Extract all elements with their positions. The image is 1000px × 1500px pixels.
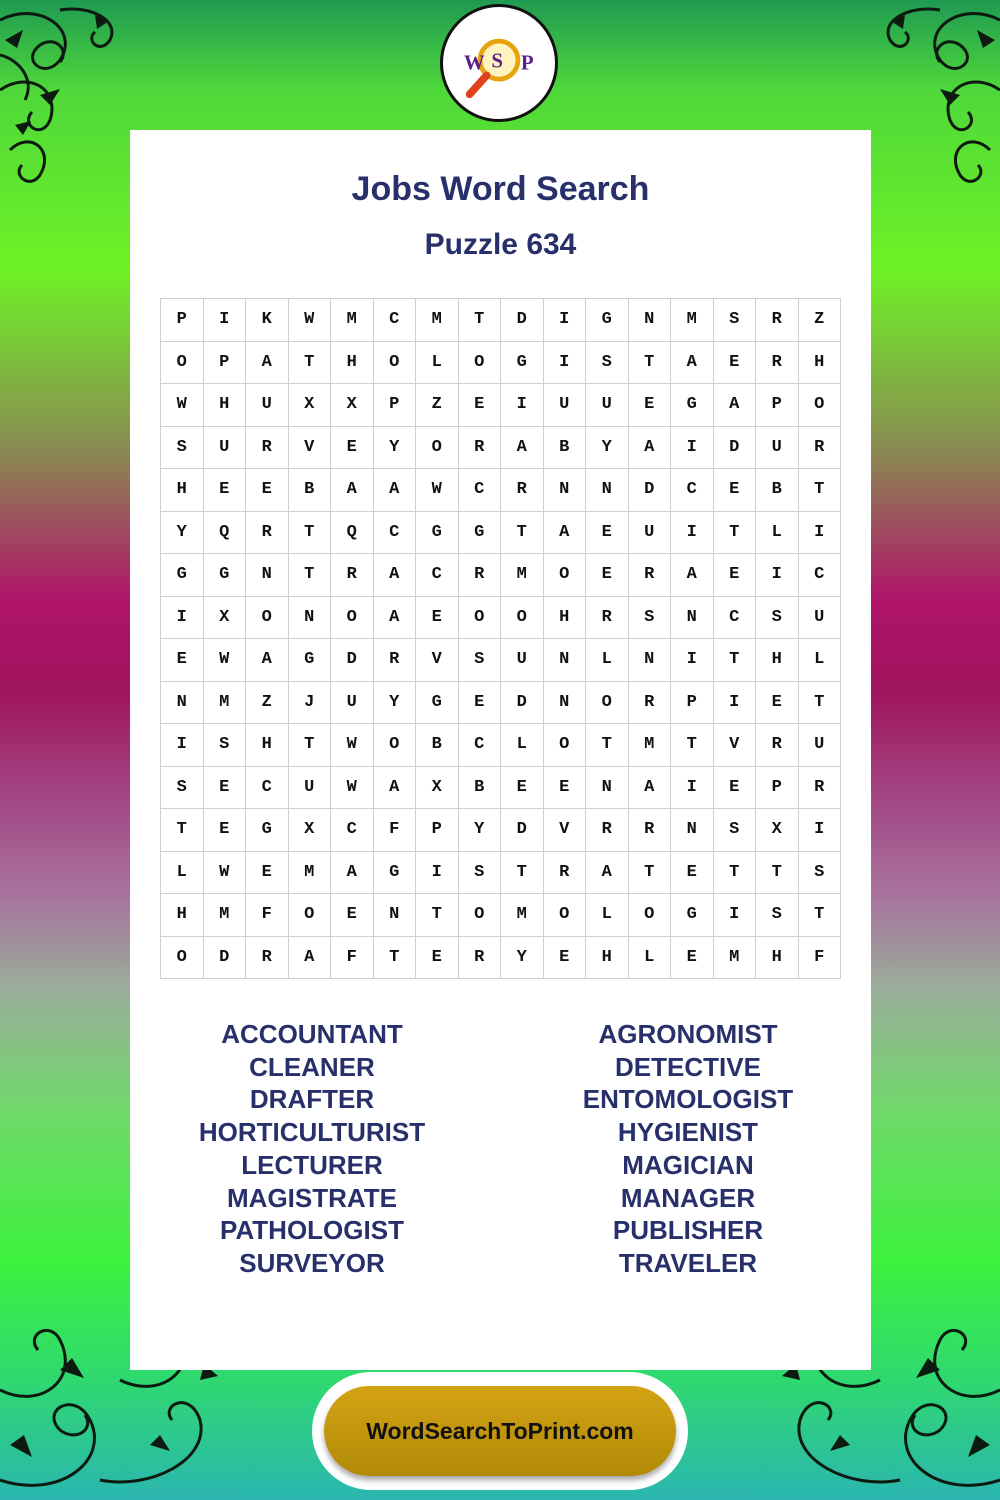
grid-cell[interactable]: R xyxy=(246,427,289,470)
grid-cell[interactable]: U xyxy=(544,384,587,427)
grid-cell[interactable]: R xyxy=(374,639,417,682)
grid-cell[interactable]: T xyxy=(161,809,204,852)
grid-cell[interactable]: O xyxy=(416,427,459,470)
word-list-item: MAGISTRATE xyxy=(227,1182,397,1213)
grid-cell[interactable]: E xyxy=(756,682,799,725)
grid-cell[interactable]: R xyxy=(544,852,587,895)
grid-cell[interactable]: O xyxy=(331,597,374,640)
grid-cell[interactable]: I xyxy=(714,894,757,937)
word-list-item: SURVEYOR xyxy=(239,1247,385,1278)
grid-cell[interactable]: I xyxy=(161,597,204,640)
grid-cell[interactable]: F xyxy=(374,809,417,852)
grid-cell[interactable]: U xyxy=(629,512,672,555)
grid-cell[interactable]: P xyxy=(204,342,247,385)
grid-cell[interactable]: K xyxy=(246,299,289,342)
grid-cell[interactable]: O xyxy=(544,724,587,767)
grid-cell[interactable]: V xyxy=(544,809,587,852)
grid-cell[interactable]: D xyxy=(714,427,757,470)
grid-cell[interactable]: T xyxy=(289,724,332,767)
grid-cell[interactable]: N xyxy=(629,299,672,342)
grid-cell[interactable]: E xyxy=(714,469,757,512)
word-list-item: MANAGER xyxy=(620,1182,756,1213)
grid-cell[interactable]: E xyxy=(246,852,289,895)
grid-cell[interactable]: X xyxy=(331,384,374,427)
site-link-button[interactable]: WordSearchToPrint.com xyxy=(324,1386,676,1476)
grid-cell[interactable]: H xyxy=(204,384,247,427)
grid-cell[interactable]: T xyxy=(629,852,672,895)
grid-cell[interactable]: O xyxy=(799,384,842,427)
grid-cell[interactable]: C xyxy=(799,554,842,597)
grid-cell[interactable]: T xyxy=(714,512,757,555)
word-list-item: TRAVELER xyxy=(618,1247,758,1278)
grid-cell[interactable]: S xyxy=(586,342,629,385)
grid-cell[interactable]: M xyxy=(501,894,544,937)
grid-cell[interactable]: P xyxy=(374,384,417,427)
grid-cell[interactable]: Q xyxy=(331,512,374,555)
grid-cell[interactable]: U xyxy=(331,682,374,725)
grid-cell[interactable]: W xyxy=(331,767,374,810)
grid-cell[interactable]: R xyxy=(459,554,502,597)
grid-cell[interactable]: O xyxy=(289,894,332,937)
grid-cell[interactable]: I xyxy=(544,342,587,385)
grid-cell[interactable]: O xyxy=(459,342,502,385)
word-list-item: PATHOLOGIST xyxy=(220,1215,404,1246)
grid-cell[interactable]: M xyxy=(629,724,672,767)
grid-cell[interactable]: O xyxy=(374,342,417,385)
grid-cell[interactable]: I xyxy=(204,299,247,342)
grid-cell[interactable]: U xyxy=(756,427,799,470)
grid-cell[interactable]: I xyxy=(161,724,204,767)
grid-cell[interactable]: E xyxy=(459,384,502,427)
magnifier-logo-icon xyxy=(443,7,555,119)
grid-cell[interactable]: X xyxy=(416,767,459,810)
grid-cell[interactable]: A xyxy=(331,469,374,512)
grid-cell[interactable]: E xyxy=(586,512,629,555)
grid-cell[interactable]: G xyxy=(671,894,714,937)
grid-cell[interactable]: P xyxy=(161,299,204,342)
grid-cell[interactable]: R xyxy=(246,937,289,980)
grid-cell[interactable]: C xyxy=(246,767,289,810)
grid-cell[interactable]: M xyxy=(714,937,757,980)
grid-cell[interactable]: M xyxy=(204,894,247,937)
word-list-item: AGRONOMIST xyxy=(598,1019,778,1049)
grid-cell[interactable]: H xyxy=(586,937,629,980)
grid-cell[interactable]: D xyxy=(204,937,247,980)
grid-cell[interactable]: G xyxy=(416,512,459,555)
grid-cell[interactable]: O xyxy=(459,894,502,937)
grid-cell[interactable]: O xyxy=(246,597,289,640)
grid-cell[interactable]: I xyxy=(671,427,714,470)
grid-cell[interactable]: Y xyxy=(459,809,502,852)
grid-cell[interactable]: W xyxy=(289,299,332,342)
grid-cell[interactable]: F xyxy=(246,894,289,937)
grid-cell[interactable]: U xyxy=(204,427,247,470)
grid-cell[interactable]: U xyxy=(586,384,629,427)
grid-cell[interactable]: N xyxy=(671,809,714,852)
grid-cell[interactable]: J xyxy=(289,682,332,725)
grid-cell[interactable]: L xyxy=(629,937,672,980)
grid-cell[interactable]: M xyxy=(289,852,332,895)
word-list-left xyxy=(162,1018,462,1280)
grid-cell[interactable]: R xyxy=(459,427,502,470)
grid-cell[interactable]: T xyxy=(799,894,842,937)
grid-cell[interactable]: S xyxy=(161,427,204,470)
grid-cell[interactable]: X xyxy=(204,597,247,640)
grid-cell[interactable]: T xyxy=(799,682,842,725)
grid-cell[interactable]: G xyxy=(289,639,332,682)
grid-cell[interactable]: T xyxy=(714,852,757,895)
grid-cell[interactable]: E xyxy=(204,469,247,512)
grid-cell[interactable]: A xyxy=(671,554,714,597)
grid-cell[interactable]: S xyxy=(799,852,842,895)
grid-cell[interactable]: A xyxy=(544,512,587,555)
grid-cell[interactable]: Y xyxy=(161,512,204,555)
grid-cell[interactable]: G xyxy=(459,512,502,555)
grid-cell[interactable]: X xyxy=(289,809,332,852)
grid-cell[interactable]: T xyxy=(671,724,714,767)
grid-cell[interactable]: C xyxy=(459,724,502,767)
grid-cell[interactable]: E xyxy=(544,767,587,810)
grid-cell[interactable]: R xyxy=(586,597,629,640)
grid-cell[interactable]: O xyxy=(586,682,629,725)
word-list-item: CLEANER xyxy=(249,1051,375,1082)
grid-cell[interactable]: I xyxy=(714,682,757,725)
grid-cell[interactable]: S xyxy=(756,597,799,640)
grid-cell[interactable]: I xyxy=(544,299,587,342)
grid-cell[interactable]: H xyxy=(799,342,842,385)
grid-cell[interactable]: T xyxy=(756,852,799,895)
grid-cell[interactable]: D xyxy=(501,682,544,725)
grid-cell[interactable]: L xyxy=(756,512,799,555)
grid-cell[interactable]: A xyxy=(374,469,417,512)
grid-cell[interactable]: N xyxy=(374,894,417,937)
grid-cell[interactable]: B xyxy=(459,767,502,810)
grid-cell[interactable]: E xyxy=(671,852,714,895)
grid-cell[interactable]: R xyxy=(756,342,799,385)
grid-cell[interactable]: L xyxy=(586,894,629,937)
grid-cell[interactable]: E xyxy=(501,767,544,810)
word-list-item: PUBLISHER xyxy=(612,1215,764,1246)
grid-cell[interactable]: L xyxy=(501,724,544,767)
letter-grid[interactable] xyxy=(160,298,841,979)
grid-cell[interactable]: S xyxy=(459,852,502,895)
grid-cell[interactable]: R xyxy=(331,554,374,597)
grid-cell[interactable]: T xyxy=(501,852,544,895)
grid-cell[interactable]: H xyxy=(544,597,587,640)
grid-cell[interactable]: T xyxy=(416,894,459,937)
grid-cell[interactable]: T xyxy=(289,342,332,385)
grid-cell[interactable]: N xyxy=(629,639,672,682)
grid-cell[interactable]: N xyxy=(671,597,714,640)
grid-cell[interactable]: G xyxy=(246,809,289,852)
grid-cell[interactable]: E xyxy=(161,639,204,682)
grid-cell[interactable]: E xyxy=(204,767,247,810)
grid-cell[interactable]: V xyxy=(714,724,757,767)
grid-cell[interactable]: S xyxy=(714,299,757,342)
grid-cell[interactable]: A xyxy=(374,554,417,597)
grid-cell[interactable]: U xyxy=(501,639,544,682)
grid-cell[interactable]: Y xyxy=(586,427,629,470)
grid-cell[interactable]: R xyxy=(629,682,672,725)
grid-cell[interactable]: U xyxy=(289,767,332,810)
grid-cell[interactable]: S xyxy=(204,724,247,767)
grid-cell[interactable]: O xyxy=(374,724,417,767)
grid-cell[interactable]: C xyxy=(374,512,417,555)
grid-cell[interactable]: Q xyxy=(204,512,247,555)
grid-cell[interactable]: I xyxy=(416,852,459,895)
grid-cell[interactable]: L xyxy=(416,342,459,385)
grid-cell[interactable]: E xyxy=(671,937,714,980)
grid-cell[interactable]: Y xyxy=(501,937,544,980)
grid-cell[interactable]: O xyxy=(501,597,544,640)
grid-cell[interactable]: I xyxy=(756,554,799,597)
grid-cell[interactable]: N xyxy=(586,767,629,810)
puzzle-panel xyxy=(130,130,871,1370)
grid-cell[interactable]: D xyxy=(501,809,544,852)
grid-cell[interactable]: Y xyxy=(374,427,417,470)
grid-cell[interactable]: S xyxy=(161,767,204,810)
grid-cell[interactable]: U xyxy=(799,597,842,640)
grid-cell[interactable]: W xyxy=(331,724,374,767)
grid-cell[interactable]: E xyxy=(544,937,587,980)
grid-cell[interactable]: E xyxy=(416,597,459,640)
grid-cell[interactable]: M xyxy=(204,682,247,725)
grid-cell[interactable]: C xyxy=(374,299,417,342)
grid-cell[interactable]: R xyxy=(459,937,502,980)
grid-cell[interactable]: A xyxy=(331,852,374,895)
grid-cell[interactable]: O xyxy=(544,554,587,597)
grid-cell[interactable]: D xyxy=(331,639,374,682)
grid-cell[interactable]: G xyxy=(586,299,629,342)
grid-cell[interactable]: T xyxy=(714,639,757,682)
grid-cell[interactable]: P xyxy=(671,682,714,725)
grid-cell[interactable]: W xyxy=(161,384,204,427)
grid-cell[interactable]: A xyxy=(246,639,289,682)
grid-cell[interactable]: C xyxy=(714,597,757,640)
word-list-item: DRAFTER xyxy=(249,1084,375,1115)
logo-letter-s: S xyxy=(491,48,504,73)
grid-cell[interactable]: B xyxy=(289,469,332,512)
grid-cell[interactable]: S xyxy=(756,894,799,937)
grid-cell[interactable]: E xyxy=(246,469,289,512)
grid-cell[interactable]: M xyxy=(416,299,459,342)
grid-cell[interactable]: T xyxy=(799,469,842,512)
grid-cell[interactable]: I xyxy=(671,512,714,555)
grid-cell[interactable]: U xyxy=(246,384,289,427)
word-list-item: MAGICIAN xyxy=(622,1149,754,1180)
grid-cell[interactable]: R xyxy=(756,724,799,767)
grid-cell[interactable]: A xyxy=(374,597,417,640)
grid-cell[interactable]: D xyxy=(629,469,672,512)
grid-cell[interactable]: A xyxy=(714,384,757,427)
grid-cell[interactable]: F xyxy=(799,937,842,980)
grid-cell[interactable]: Y xyxy=(374,682,417,725)
grid-cell[interactable]: E xyxy=(331,427,374,470)
grid-cell[interactable]: E xyxy=(714,342,757,385)
grid-cell[interactable]: R xyxy=(629,554,672,597)
grid-cell[interactable]: U xyxy=(799,724,842,767)
grid-cell[interactable]: X xyxy=(756,809,799,852)
grid-cell[interactable]: O xyxy=(161,937,204,980)
grid-cell[interactable]: P xyxy=(756,384,799,427)
grid-cell[interactable]: E xyxy=(586,554,629,597)
grid-cell[interactable]: A xyxy=(501,427,544,470)
grid-cell[interactable]: B xyxy=(756,469,799,512)
footer xyxy=(312,1372,688,1490)
page-title: Jobs Word Search xyxy=(351,170,650,208)
grid-cell[interactable]: R xyxy=(586,809,629,852)
grid-cell[interactable]: M xyxy=(671,299,714,342)
grid-cell[interactable]: G xyxy=(374,852,417,895)
grid-cell[interactable]: R xyxy=(799,427,842,470)
grid-cell[interactable]: G xyxy=(501,342,544,385)
grid-cell[interactable]: A xyxy=(629,427,672,470)
grid-cell[interactable]: B xyxy=(416,724,459,767)
grid-cell[interactable]: W xyxy=(204,639,247,682)
grid-cell[interactable]: H xyxy=(161,469,204,512)
grid-cell[interactable]: H xyxy=(246,724,289,767)
grid-cell[interactable]: A xyxy=(289,937,332,980)
grid-cell[interactable]: S xyxy=(714,809,757,852)
site-logo[interactable] xyxy=(440,4,558,122)
grid-cell[interactable]: C xyxy=(459,469,502,512)
grid-cell[interactable]: T xyxy=(374,937,417,980)
grid-cell[interactable]: N xyxy=(544,469,587,512)
grid-cell[interactable]: S xyxy=(629,597,672,640)
grid-cell[interactable]: I xyxy=(501,384,544,427)
grid-cell[interactable]: I xyxy=(799,809,842,852)
grid-cell[interactable]: R xyxy=(246,512,289,555)
grid-cell[interactable]: L xyxy=(586,639,629,682)
grid-cell[interactable]: R xyxy=(629,809,672,852)
grid-cell[interactable]: D xyxy=(501,299,544,342)
word-list-right xyxy=(538,1018,838,1280)
grid-cell[interactable]: E xyxy=(459,682,502,725)
grid-cell[interactable]: A xyxy=(374,767,417,810)
grid-cell[interactable]: E xyxy=(714,767,757,810)
grid-cell[interactable]: A xyxy=(246,342,289,385)
grid-cell[interactable]: C xyxy=(671,469,714,512)
grid-cell[interactable]: E xyxy=(629,384,672,427)
grid-cell[interactable]: T xyxy=(289,512,332,555)
word-list-item: ACCOUNTANT xyxy=(221,1019,403,1049)
grid-cell[interactable]: F xyxy=(331,937,374,980)
grid-cell[interactable]: R xyxy=(501,469,544,512)
grid-cell[interactable]: N xyxy=(586,469,629,512)
grid-cell[interactable]: N xyxy=(544,639,587,682)
logo-letter-w: W xyxy=(463,50,485,75)
grid-cell[interactable]: P xyxy=(756,767,799,810)
grid-cell[interactable]: V xyxy=(289,427,332,470)
grid-cell[interactable]: C xyxy=(331,809,374,852)
puzzle-number: Puzzle 634 xyxy=(424,228,577,261)
word-list-item: DETECTIVE xyxy=(615,1051,761,1082)
grid-cell[interactable]: H xyxy=(331,342,374,385)
grid-cell[interactable]: X xyxy=(289,384,332,427)
grid-cell[interactable]: W xyxy=(204,852,247,895)
grid-cell[interactable]: G xyxy=(671,384,714,427)
grid-cell[interactable]: V xyxy=(416,639,459,682)
grid-cell[interactable]: C xyxy=(416,554,459,597)
grid-cell[interactable]: E xyxy=(331,894,374,937)
corner-flourish-top-right xyxy=(850,0,1000,190)
word-list-item: HYGIENIST xyxy=(617,1117,759,1148)
grid-cell[interactable]: T xyxy=(629,342,672,385)
grid-cell[interactable]: T xyxy=(501,512,544,555)
grid-cell[interactable]: G xyxy=(416,682,459,725)
grid-cell[interactable]: E xyxy=(416,937,459,980)
grid-cell[interactable]: O xyxy=(161,342,204,385)
grid-cell[interactable]: R xyxy=(799,767,842,810)
word-list-item: LECTURER xyxy=(241,1149,383,1180)
grid-cell[interactable]: I xyxy=(671,767,714,810)
grid-cell[interactable]: L xyxy=(799,639,842,682)
grid-cell[interactable]: G xyxy=(161,554,204,597)
grid-cell[interactable]: N xyxy=(161,682,204,725)
grid-cell[interactable]: T xyxy=(289,554,332,597)
grid-cell[interactable]: A xyxy=(629,767,672,810)
grid-cell[interactable]: H xyxy=(756,639,799,682)
grid-cell[interactable]: I xyxy=(671,639,714,682)
grid-cell[interactable]: B xyxy=(544,427,587,470)
grid-cell[interactable]: N xyxy=(289,597,332,640)
logo-letter-p: P xyxy=(520,50,534,75)
corner-flourish-top-left xyxy=(0,0,150,190)
grid-cell[interactable]: L xyxy=(161,852,204,895)
grid-cell[interactable]: W xyxy=(416,469,459,512)
grid-cell[interactable]: M xyxy=(501,554,544,597)
grid-cell[interactable]: A xyxy=(671,342,714,385)
grid-cell[interactable]: G xyxy=(204,554,247,597)
grid-cell[interactable]: O xyxy=(629,894,672,937)
grid-cell[interactable]: H xyxy=(161,894,204,937)
grid-cell[interactable]: O xyxy=(544,894,587,937)
grid-cell[interactable]: T xyxy=(459,299,502,342)
grid-cell[interactable]: O xyxy=(459,597,502,640)
grid-cell[interactable]: E xyxy=(714,554,757,597)
grid-cell[interactable]: Z xyxy=(799,299,842,342)
word-list-item: ENTOMOLOGIST xyxy=(582,1084,794,1115)
grid-cell[interactable]: R xyxy=(756,299,799,342)
grid-cell[interactable]: E xyxy=(204,809,247,852)
grid-cell[interactable]: M xyxy=(331,299,374,342)
grid-cell[interactable]: A xyxy=(586,852,629,895)
grid-cell[interactable]: S xyxy=(459,639,502,682)
word-list-item: HORTICULTURIST xyxy=(198,1117,426,1148)
grid-cell[interactable]: Z xyxy=(416,384,459,427)
grid-cell[interactable]: H xyxy=(756,937,799,980)
grid-cell[interactable]: P xyxy=(416,809,459,852)
grid-cell[interactable]: T xyxy=(586,724,629,767)
grid-cell[interactable]: I xyxy=(799,512,842,555)
grid-cell[interactable]: N xyxy=(544,682,587,725)
grid-cell[interactable]: N xyxy=(246,554,289,597)
grid-cell[interactable]: Z xyxy=(246,682,289,725)
